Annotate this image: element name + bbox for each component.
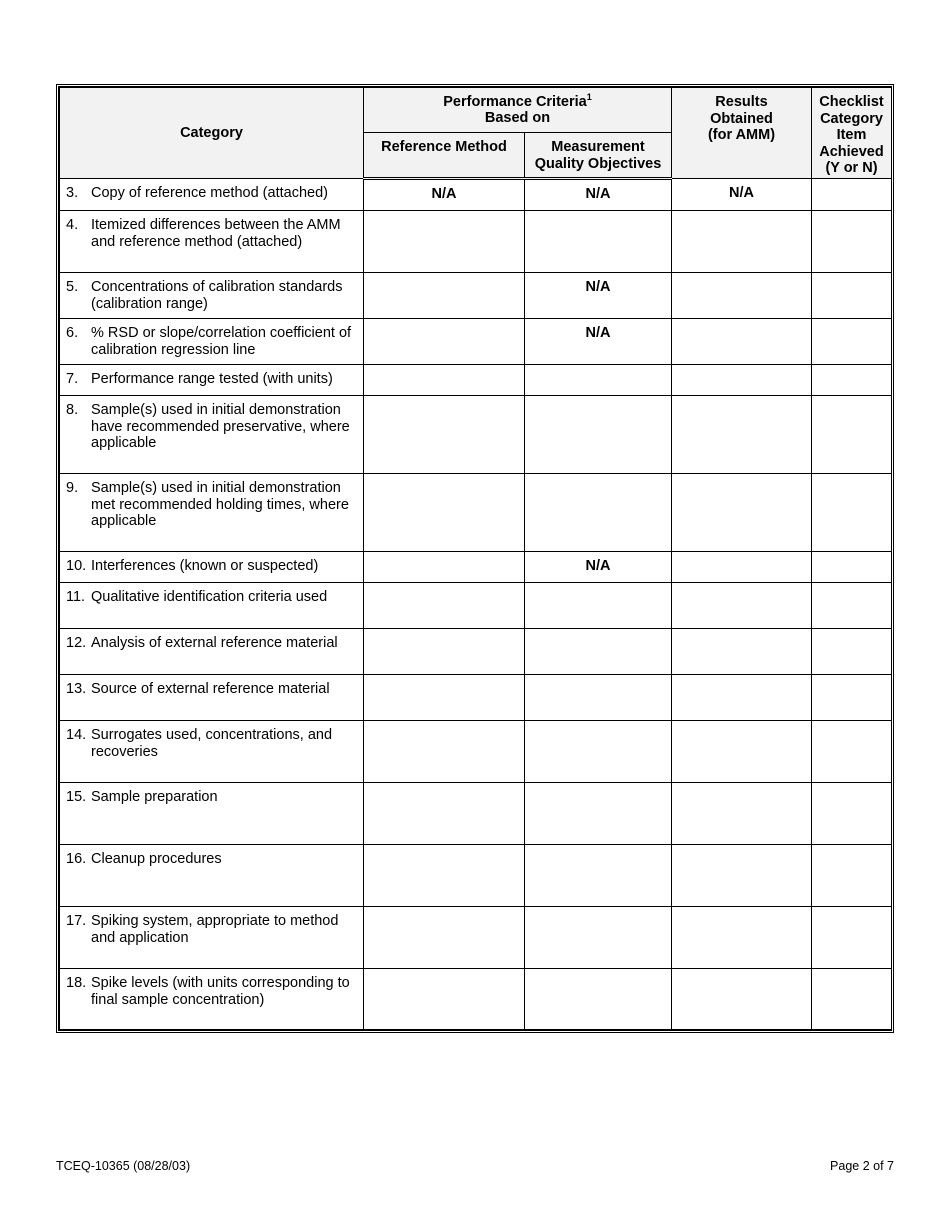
table-row [60,319,892,365]
row-mqo [525,211,672,273]
row-results-obtained [672,319,812,365]
table-row [60,721,892,783]
row-results-obtained [672,969,812,1030]
row-mqo [525,721,672,783]
row-mqo: N/A [525,319,672,365]
table-row [60,552,892,583]
row-mqo: N/A [525,179,672,211]
table-row [60,179,892,211]
table-row [60,845,892,907]
row-category [60,552,364,583]
row-description: Cleanup procedures [91,851,222,867]
row-description: Spike levels (with units corresponding to final sample concentration) [91,975,350,1008]
row-checklist-achieved [812,675,892,721]
table-row [60,396,892,474]
row-category [60,969,364,1030]
row-description: Surrogates used, concentrations, and recoveries [91,727,333,760]
row-reference-method [364,211,525,273]
page-number: Page 2 of 7 [830,1159,894,1173]
row-mqo [525,907,672,969]
row-description: Interferences (known or suspected) [91,558,319,574]
table-row [60,273,892,319]
row-results-obtained [672,583,812,629]
row-number: 15. [66,789,87,805]
row-category [60,365,364,396]
row-category [60,675,364,721]
row-category [60,179,364,211]
row-number: 9. [66,480,79,496]
row-results-obtained [672,783,812,845]
row-checklist-achieved [812,396,892,474]
row-mqo [525,396,672,474]
row-category [60,721,364,783]
row-category [60,396,364,474]
row-description: Spiking system, appropriate to method and application [91,913,339,946]
row-results-obtained [672,675,812,721]
row-reference-method [364,319,525,365]
table-row [60,211,892,273]
row-description: Source of external reference material [91,681,330,697]
row-reference-method [364,365,525,396]
row-mqo [525,474,672,552]
row-reference-method [364,907,525,969]
header-performance-criteria: Performance Criteria$^1$ Based on [364,88,672,133]
row-reference-method [364,273,525,319]
row-reference-method [364,474,525,552]
table-row [60,675,892,721]
row-reference-method [364,629,525,675]
header-checklist-item-achieved: Checklist Category Item Achieved (Y or N) [812,88,892,179]
row-number: 8. [66,402,79,418]
table-row [60,583,892,629]
row-number: 6. [66,325,79,341]
row-results-obtained: N/A [672,179,812,211]
table-row [60,365,892,396]
row-mqo [525,629,672,675]
row-description: % RSD or slope/correlation coefficient of calibration regression line [91,325,352,358]
row-category [60,211,364,273]
header-reference-method: Reference Method [364,133,525,179]
row-results-obtained [672,629,812,675]
row-description: Performance range tested (with units) [91,371,333,387]
row-description: Sample preparation [91,789,218,805]
row-number: 4. [66,217,79,233]
row-checklist-achieved [812,969,892,1030]
row-number: 5. [66,279,79,295]
row-category [60,845,364,907]
row-results-obtained [672,211,812,273]
row-checklist-achieved [812,552,892,583]
row-number: 11. [66,589,86,605]
row-results-obtained [672,474,812,552]
row-reference-method: N/A [364,179,525,211]
row-number: 13. [66,681,87,697]
row-category [60,583,364,629]
row-reference-method [364,783,525,845]
row-description: Sample(s) used in initial demonstration met recommended holding times, where applicable [91,480,349,529]
checklist-rows [60,179,892,1030]
row-reference-method [364,845,525,907]
row-results-obtained [672,907,812,969]
row-category [60,907,364,969]
row-checklist-achieved [812,845,892,907]
row-description: Qualitative identification criteria used [91,589,328,605]
table-row [60,907,892,969]
row-reference-method [364,552,525,583]
table-row [60,474,892,552]
row-checklist-achieved [812,179,892,211]
checklist-table [59,87,892,1030]
row-results-obtained [672,273,812,319]
row-number: 10. [66,558,87,574]
row-mqo [525,783,672,845]
row-reference-method [364,721,525,783]
row-description: Sample(s) used in initial demonstration have recommended preservative, where applicable [91,402,350,451]
row-category [60,273,364,319]
row-number: 14. [66,727,87,743]
row-results-obtained [672,845,812,907]
row-mqo: N/A [525,273,672,319]
row-checklist-achieved [812,273,892,319]
row-reference-method [364,396,525,474]
form-id: TCEQ-10365 (08/28/03) [56,1159,191,1173]
row-reference-method [364,675,525,721]
row-mqo [525,675,672,721]
header-measurement-quality-objectives: Measurement Quality Objectives [525,133,672,179]
row-checklist-achieved [812,211,892,273]
row-number: 16. [66,851,87,867]
header-results-obtained: Results Obtained (for AMM) [672,88,812,179]
row-number: 3. [66,185,79,201]
row-category [60,783,364,845]
row-number: 7. [66,371,79,387]
row-description: Concentrations of calibration standards (calibration range) [91,279,343,312]
row-mqo [525,583,672,629]
row-mqo [525,365,672,396]
row-results-obtained [672,721,812,783]
row-checklist-achieved [812,474,892,552]
row-checklist-achieved [812,365,892,396]
row-checklist-achieved [812,629,892,675]
row-checklist-achieved [812,783,892,845]
checklist-table-frame [56,84,894,1033]
row-mqo: N/A [525,552,672,583]
table-row [60,969,892,1030]
row-description: Itemized differences between the AMM and reference method (attached) [91,217,341,250]
row-checklist-achieved [812,721,892,783]
row-checklist-achieved [812,907,892,969]
row-checklist-achieved [812,583,892,629]
row-category [60,474,364,552]
table-row [60,629,892,675]
row-category [60,629,364,675]
row-description: Analysis of external reference material [91,635,338,651]
row-results-obtained [672,552,812,583]
header-category: Category [60,88,364,179]
row-results-obtained [672,365,812,396]
row-number: 18. [66,975,87,991]
row-reference-method [364,583,525,629]
row-number: 17. [66,913,87,929]
row-mqo [525,969,672,1030]
row-reference-method [364,969,525,1030]
table-row [60,783,892,845]
row-mqo [525,845,672,907]
row-results-obtained [672,396,812,474]
row-description: Copy of reference method (attached) [91,185,328,201]
row-checklist-achieved [812,319,892,365]
row-category [60,319,364,365]
row-number: 12. [66,635,87,651]
